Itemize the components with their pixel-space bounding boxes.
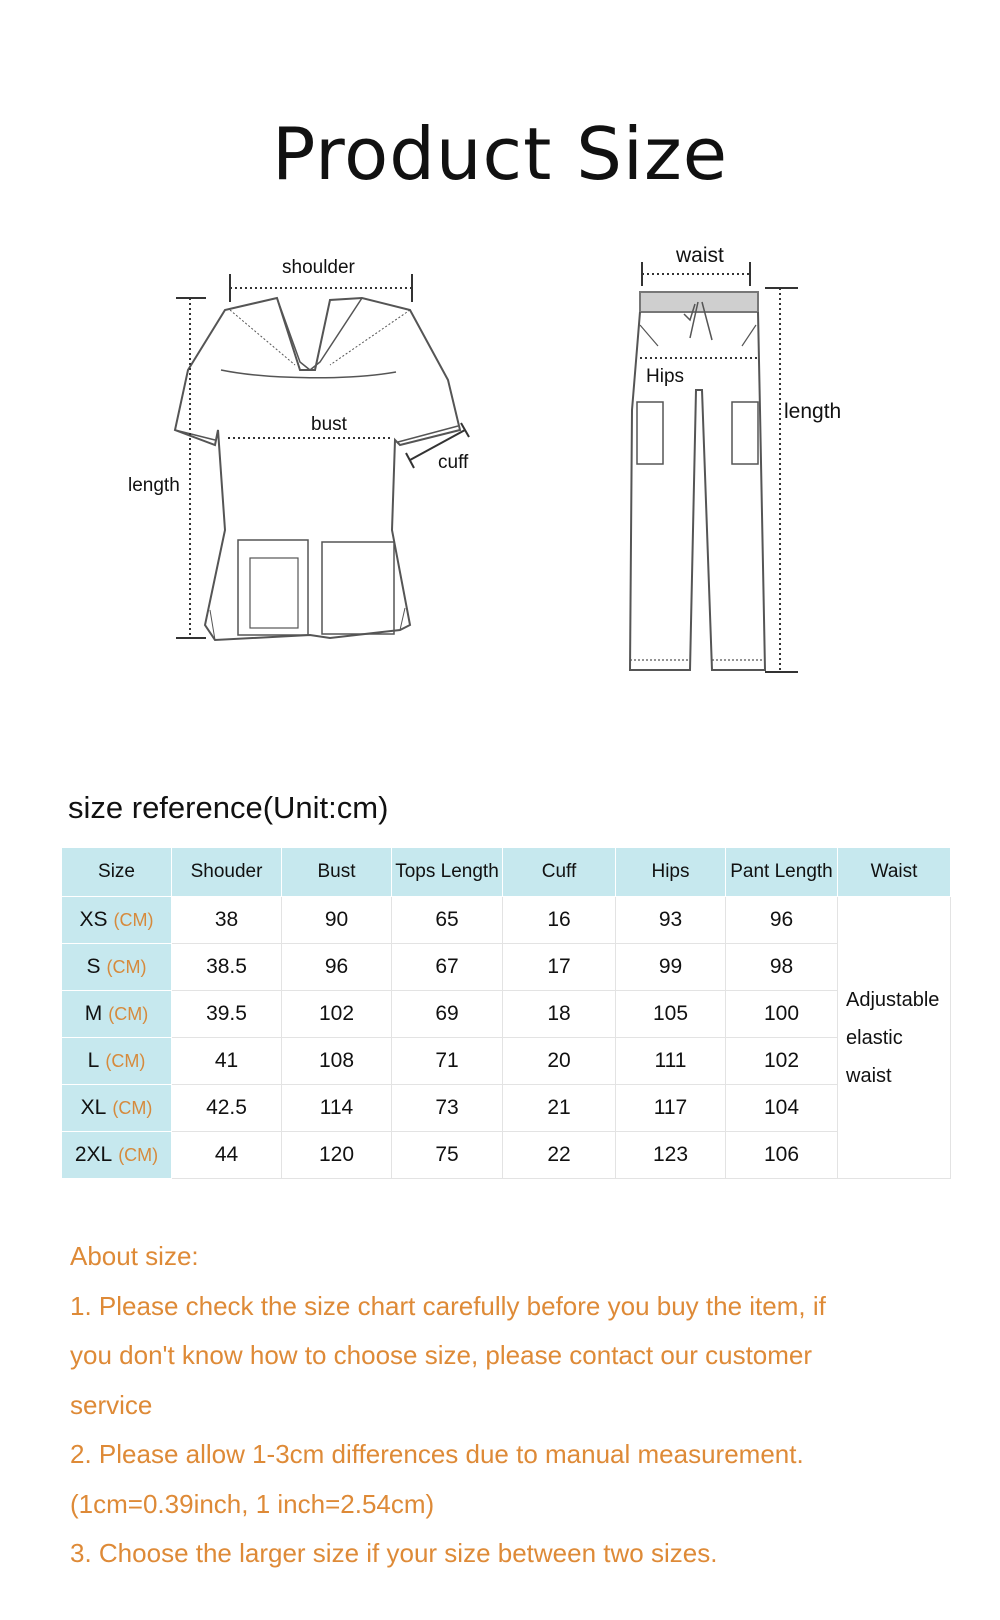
page-title: Product Size <box>271 112 729 196</box>
tops-length-cell: 65 <box>392 897 503 944</box>
about-size-section <box>70 1232 950 1579</box>
about-line: 1. Please check the size chart carefully before you buy the item, if <box>70 1290 826 1321</box>
hips-cell: 117 <box>616 1085 726 1132</box>
table-header-row <box>62 848 951 897</box>
cuff-cell: 16 <box>503 897 616 944</box>
waist-note-line: waist <box>846 1064 892 1087</box>
hips-cell: 99 <box>616 944 726 991</box>
waist-note-line: Adjustable <box>846 988 940 1011</box>
pant-length-cell: 100 <box>726 991 838 1038</box>
header-hips: Hips <box>616 848 726 897</box>
scrub-pants-illustration <box>630 262 798 672</box>
table-row <box>62 1085 951 1132</box>
bust-label: bust <box>311 414 347 435</box>
size-table <box>61 847 951 1179</box>
header-shoulder: Shouder <box>172 848 282 897</box>
cuff-cell: 22 <box>503 1132 616 1179</box>
table-row <box>62 991 951 1038</box>
about-line: (1cm=0.39inch, 1 inch=2.54cm) <box>70 1488 435 1519</box>
shoulder-cell: 41 <box>172 1038 282 1085</box>
table-row <box>62 944 951 991</box>
garment-diagram <box>0 230 1000 710</box>
hips-label: Hips <box>646 366 685 387</box>
about-line: 2. Please allow 1-3cm differences due to manual measurement. <box>70 1439 804 1469</box>
cuff-cell: 20 <box>503 1038 616 1085</box>
header-bust: Bust <box>282 848 392 897</box>
header-cuff: Cuff <box>503 848 616 897</box>
tops-length-cell: 69 <box>392 991 503 1038</box>
tops-length-cell: 75 <box>392 1132 503 1179</box>
top-length-label: length <box>128 475 180 496</box>
tops-length-cell: 71 <box>392 1038 503 1085</box>
header-size: Size <box>62 848 172 897</box>
shoulder-cell: 42.5 <box>172 1085 282 1132</box>
shoulder-cell: 44 <box>172 1132 282 1179</box>
bust-cell: 120 <box>282 1132 392 1179</box>
pant-length-cell: 106 <box>726 1132 838 1179</box>
bust-cell: 102 <box>282 991 392 1038</box>
hips-cell: 123 <box>616 1132 726 1179</box>
shoulder-cell: 38 <box>172 897 282 944</box>
scrub-top-illustration <box>175 274 469 640</box>
size-cell: M (CM) <box>62 991 172 1038</box>
pant-length-cell: 102 <box>726 1038 838 1085</box>
table-row <box>62 1038 951 1085</box>
shoulder-label: shoulder <box>282 257 355 278</box>
bust-cell: 114 <box>282 1085 392 1132</box>
cuff-cell: 21 <box>503 1085 616 1132</box>
size-cell: S (CM) <box>62 944 172 991</box>
tops-length-cell: 73 <box>392 1085 503 1132</box>
hips-cell: 93 <box>616 897 726 944</box>
waist-note-cell <box>838 897 951 1179</box>
bust-cell: 108 <box>282 1038 392 1085</box>
header-pant-length: Pant Length <box>726 848 838 897</box>
pant-length-cell: 104 <box>726 1085 838 1132</box>
header-waist: Waist <box>838 848 951 897</box>
bust-cell: 96 <box>282 944 392 991</box>
table-row <box>62 897 951 944</box>
cuff-cell: 17 <box>503 944 616 991</box>
size-cell: L (CM) <box>62 1038 172 1085</box>
header-tops-length: Tops Length <box>392 848 503 897</box>
size-cell: 2XL (CM) <box>62 1132 172 1179</box>
pant-length-cell: 98 <box>726 944 838 991</box>
cuff-label: cuff <box>438 452 469 473</box>
shoulder-cell: 38.5 <box>172 944 282 991</box>
about-line: service <box>70 1389 153 1420</box>
table-row <box>62 1132 951 1179</box>
about-line: you don't know how to choose size, please contact our customer <box>70 1340 813 1370</box>
hips-cell: 111 <box>616 1038 726 1085</box>
pant-length-cell: 96 <box>726 897 838 944</box>
pant-length-label: length <box>784 400 842 423</box>
cuff-cell: 18 <box>503 991 616 1038</box>
waist-label: waist <box>676 244 724 267</box>
shoulder-cell: 39.5 <box>172 991 282 1038</box>
bust-cell: 90 <box>282 897 392 944</box>
about-size-heading: About size: <box>70 1241 199 1271</box>
about-line: 3. Choose the larger size if your size between two sizes. <box>70 1538 718 1568</box>
size-cell: XL (CM) <box>62 1085 172 1132</box>
waist-note-line: elastic <box>846 1026 903 1049</box>
hips-cell: 105 <box>616 991 726 1038</box>
size-reference-title: size reference(Unit:cm) <box>68 790 389 825</box>
tops-length-cell: 67 <box>392 944 503 991</box>
size-cell: XS (CM) <box>62 897 172 944</box>
